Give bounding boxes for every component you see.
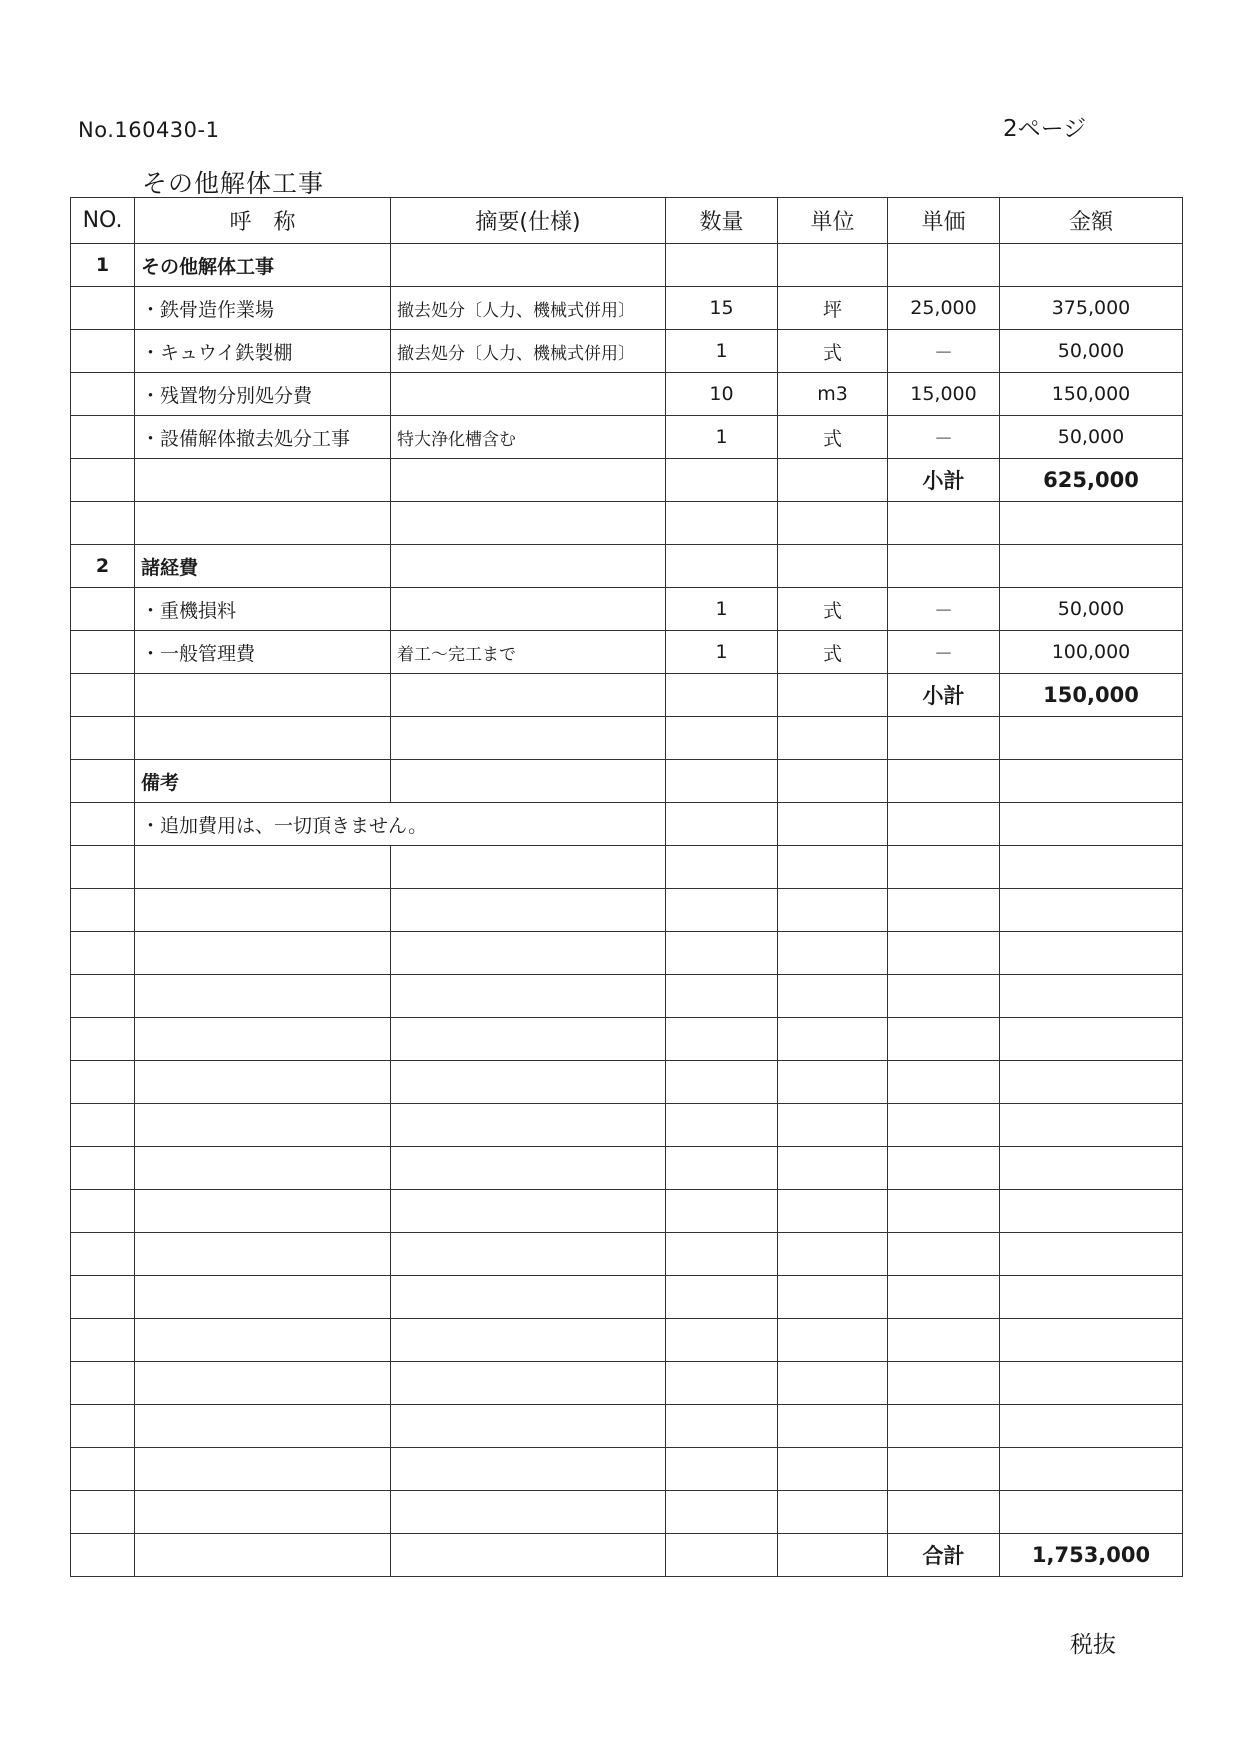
- remarks-note: ・追加費用は、一切頂きません。: [135, 803, 666, 846]
- item-price: 15,000: [888, 373, 1000, 416]
- item-name: ・重機損料: [135, 588, 391, 631]
- empty-row: [71, 1276, 1183, 1319]
- empty-row: [71, 502, 1183, 545]
- empty-row: [71, 1104, 1183, 1147]
- empty-row: [71, 1405, 1183, 1448]
- item-qty: 1: [666, 588, 778, 631]
- empty-row: [71, 1190, 1183, 1233]
- subtotal-label: 小計: [888, 459, 1000, 502]
- empty-row: [71, 1233, 1183, 1276]
- item-price: －: [888, 631, 1000, 674]
- item-qty: 1: [666, 631, 778, 674]
- total-amount: 1,753,000: [1000, 1534, 1183, 1577]
- item-price: －: [888, 416, 1000, 459]
- col-header-name: 呼 称: [135, 198, 391, 244]
- item-spec: 着工～完工まで: [391, 631, 666, 674]
- table-row: [71, 416, 1183, 459]
- item-name: ・設備解体撤去処分工事: [135, 416, 391, 459]
- empty-row: [71, 1491, 1183, 1534]
- item-unit: 式: [778, 588, 888, 631]
- item-unit: 式: [778, 416, 888, 459]
- empty-row: [71, 1147, 1183, 1190]
- table-row: [71, 373, 1183, 416]
- remarks-note-row: [71, 803, 1183, 846]
- subtotal-label: 小計: [888, 674, 1000, 717]
- item-qty: 1: [666, 330, 778, 373]
- table-row: [71, 631, 1183, 674]
- item-spec: 撤去処分〔人力、機械式併用〕: [391, 330, 666, 373]
- col-header-price: 単価: [888, 198, 1000, 244]
- empty-row: [71, 975, 1183, 1018]
- item-name: ・一般管理費: [135, 631, 391, 674]
- item-price: －: [888, 330, 1000, 373]
- table-header-row: [71, 198, 1183, 244]
- empty-row: [71, 1319, 1183, 1362]
- table-row: [71, 287, 1183, 330]
- empty-row: [71, 1362, 1183, 1405]
- total-label: 合計: [888, 1534, 1000, 1577]
- item-spec: [391, 373, 666, 416]
- item-unit: 坪: [778, 287, 888, 330]
- remarks-title: 備考: [135, 760, 391, 803]
- item-spec: 撤去処分〔人力、機械式併用〕: [391, 287, 666, 330]
- item-price: －: [888, 588, 1000, 631]
- item-amount: 150,000: [1000, 373, 1183, 416]
- empty-row: [71, 1448, 1183, 1491]
- col-header-no: NO.: [71, 198, 135, 244]
- item-name: ・残置物分別処分費: [135, 373, 391, 416]
- item-unit: 式: [778, 631, 888, 674]
- item-amount: 50,000: [1000, 330, 1183, 373]
- col-header-unit: 単位: [778, 198, 888, 244]
- item-amount: 375,000: [1000, 287, 1183, 330]
- empty-row: [71, 1061, 1183, 1104]
- estimate-table: [70, 197, 1183, 1577]
- subtotal-amount: 150,000: [1000, 674, 1183, 717]
- item-amount: 50,000: [1000, 588, 1183, 631]
- col-header-amount: 金額: [1000, 198, 1183, 244]
- col-header-qty: 数量: [666, 198, 778, 244]
- subtotal-row: [71, 459, 1183, 502]
- section-title: その他解体工事: [142, 169, 325, 198]
- item-qty: 1: [666, 416, 778, 459]
- group-number: 1: [71, 244, 135, 287]
- item-spec: 特大浄化槽含む: [391, 416, 666, 459]
- empty-row: [71, 1018, 1183, 1061]
- tax-excluded-note: 税抜: [1070, 1632, 1116, 1658]
- table-row: [71, 588, 1183, 631]
- item-qty: 10: [666, 373, 778, 416]
- group-title: 諸経費: [135, 545, 391, 588]
- item-amount: 100,000: [1000, 631, 1183, 674]
- table-row: [71, 330, 1183, 373]
- empty-row: [71, 932, 1183, 975]
- group-number: 2: [71, 545, 135, 588]
- empty-row: [71, 846, 1183, 889]
- item-spec: [391, 588, 666, 631]
- col-header-spec: 摘要(仕様): [391, 198, 666, 244]
- item-name: ・キュウイ鉄製棚: [135, 330, 391, 373]
- total-row: [71, 1534, 1183, 1577]
- item-qty: 15: [666, 287, 778, 330]
- group-header-row: [71, 545, 1183, 588]
- empty-row: [71, 717, 1183, 760]
- subtotal-row: [71, 674, 1183, 717]
- item-price: 25,000: [888, 287, 1000, 330]
- remarks-header-row: [71, 760, 1183, 803]
- item-unit: m3: [778, 373, 888, 416]
- item-amount: 50,000: [1000, 416, 1183, 459]
- item-unit: 式: [778, 330, 888, 373]
- item-name: ・鉄骨造作業場: [135, 287, 391, 330]
- page-number: 2ページ: [1003, 116, 1087, 142]
- empty-row: [71, 889, 1183, 932]
- document-number: No.160430-1: [78, 118, 220, 142]
- group-title: その他解体工事: [135, 244, 391, 287]
- group-header-row: [71, 244, 1183, 287]
- subtotal-amount: 625,000: [1000, 459, 1183, 502]
